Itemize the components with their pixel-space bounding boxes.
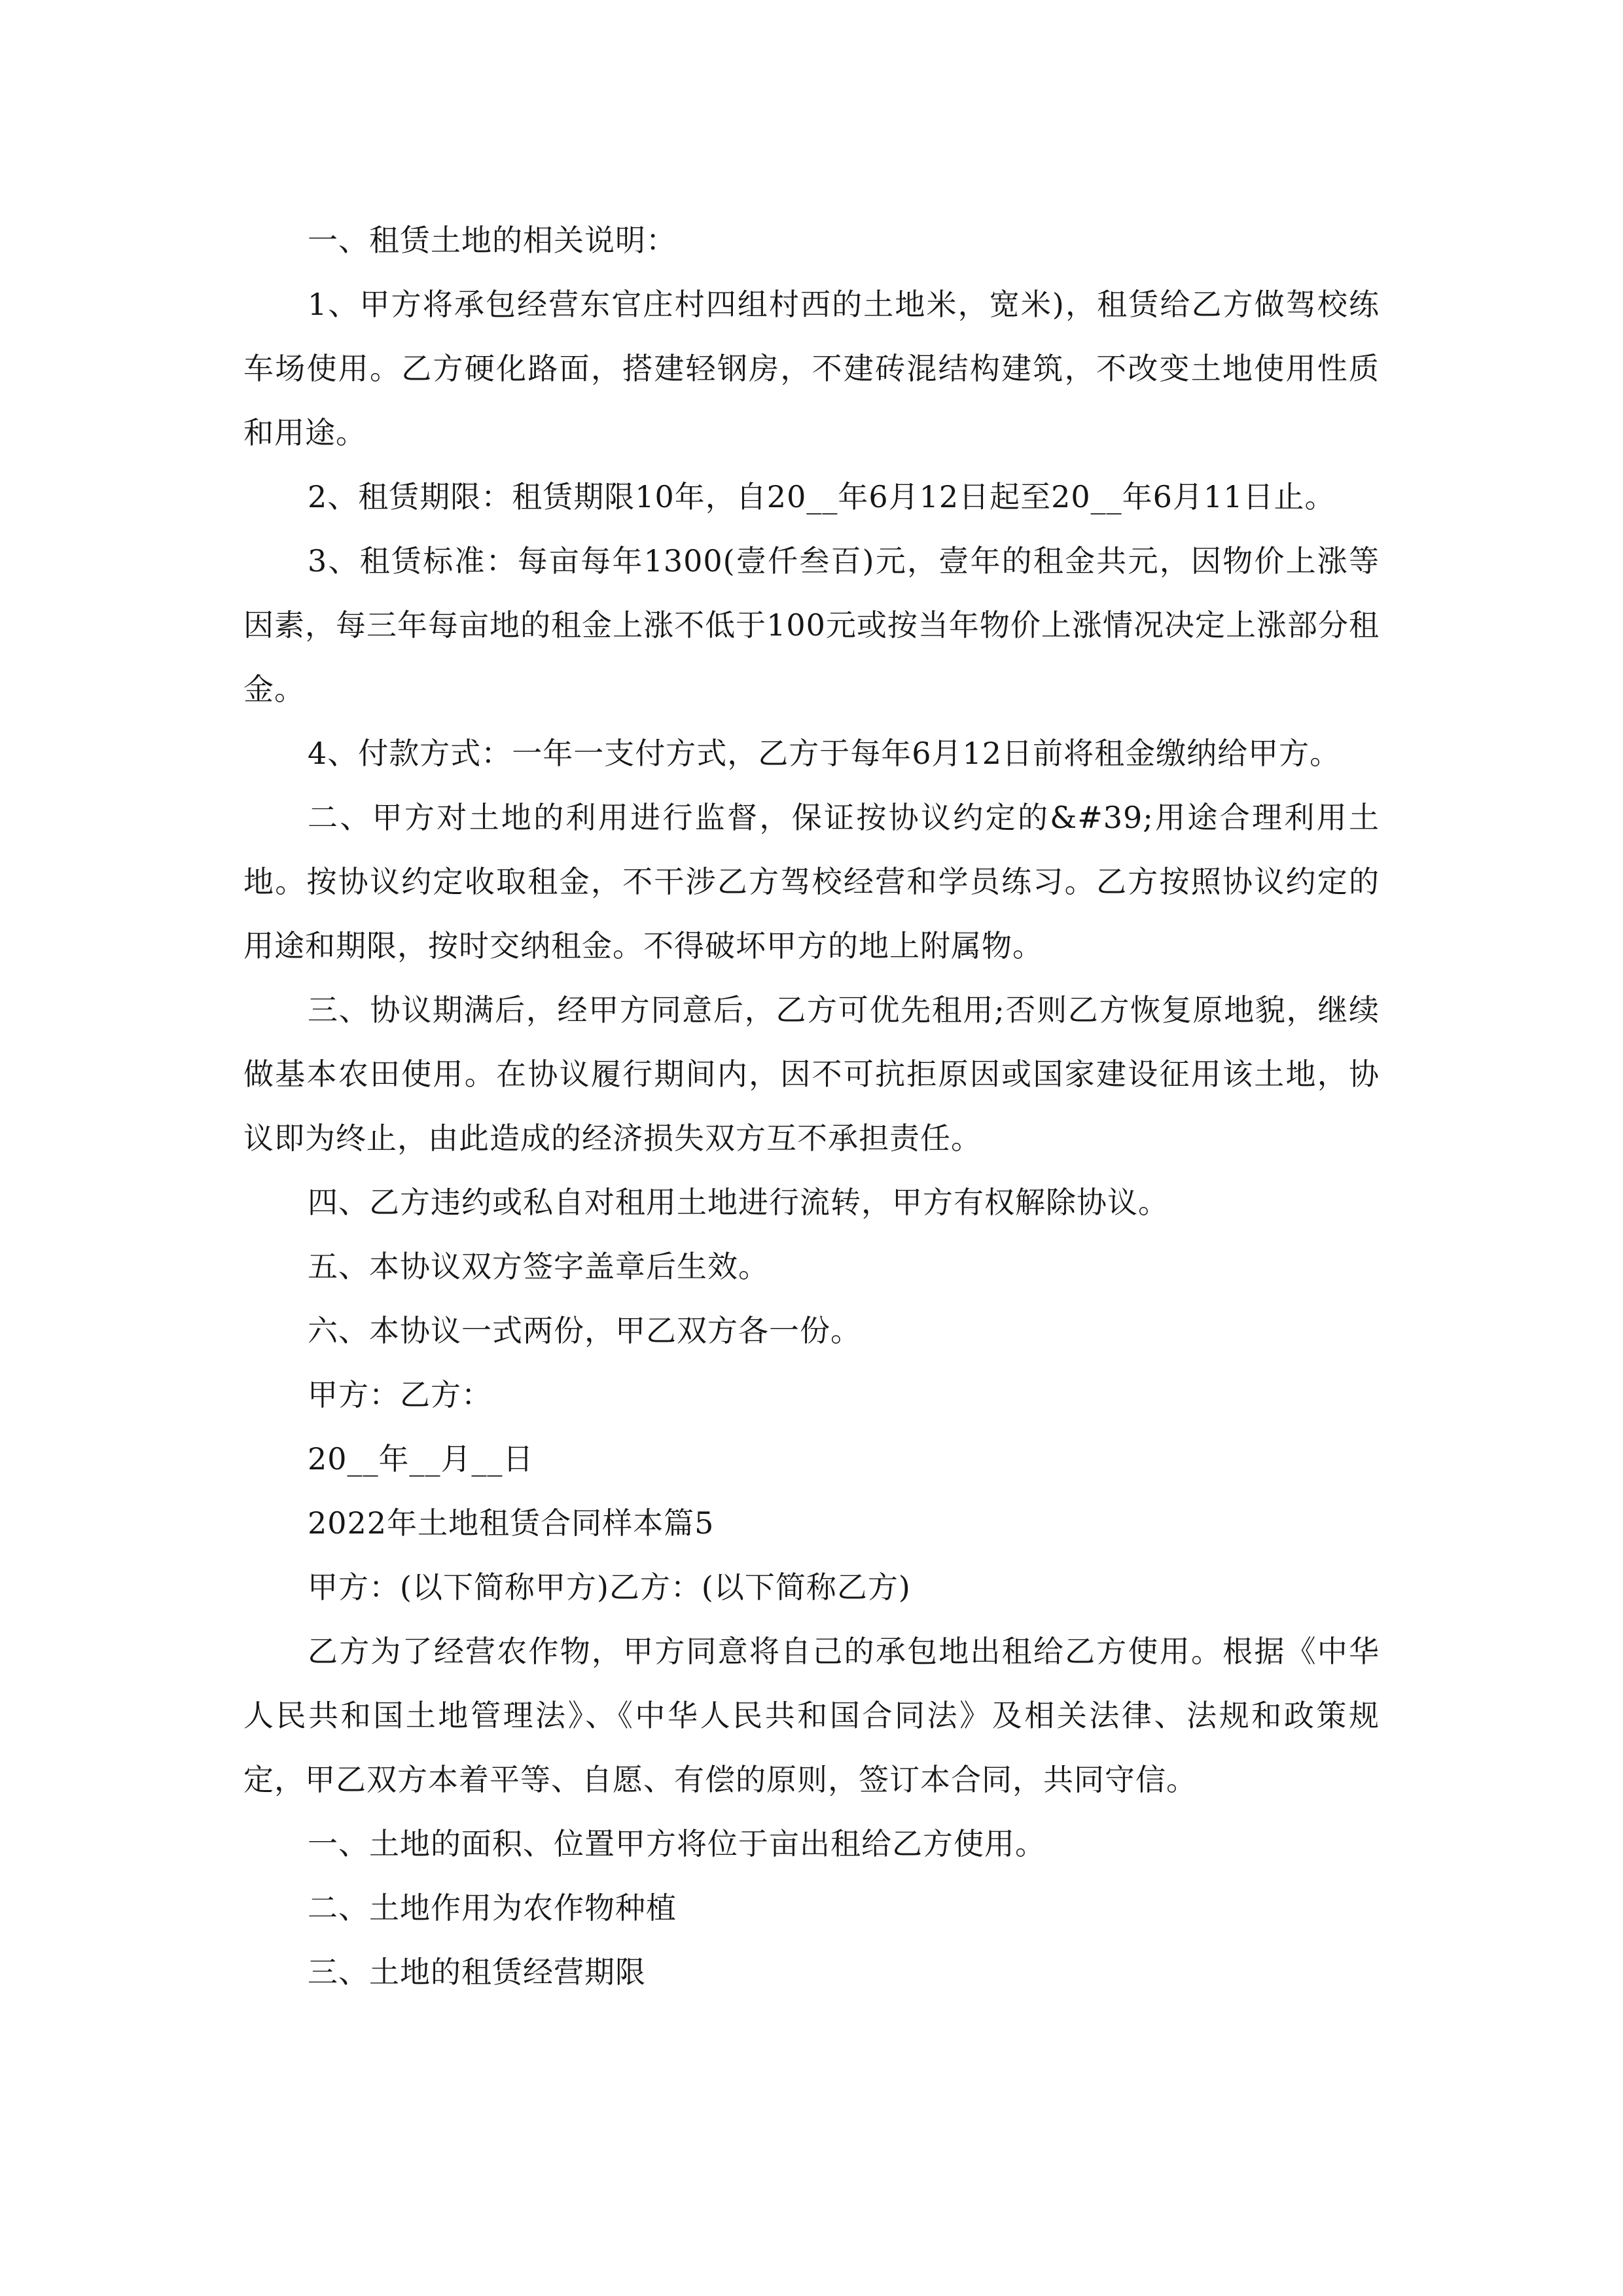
paragraph: 二、土地作用为农作物种植 bbox=[308, 1890, 677, 1926]
signature-line: 甲方：乙方： bbox=[308, 1377, 492, 1412]
paragraph: 2、租赁期限：租赁期限10年，自20__年6月12日起至20__年6月11日止。 bbox=[308, 479, 1336, 514]
paragraph: 4、付款方式：一年一支付方式，乙方于每年6月12日前将租金缴纳给甲方。 bbox=[308, 736, 1341, 771]
paragraph: 乙方为了经营农作物，甲方同意将自己的承包地出租给乙方使用。根据《中华人民共和国土地管理法》、《中华人民共和国合同法》及相关法律、法规和政策规定，甲乙双方本着平等、自愿、有偿的原则，签订本合同，共同守信。 bbox=[243, 1634, 1380, 1797]
paragraph: 3、租赁标准：每亩每年1300(壹仟叁百)元，壹年的租金共元，因物价上涨等因素，每三年每亩地的租金上涨不低于100元或按当年物价上涨情况决定上涨部分租金。 bbox=[243, 543, 1380, 707]
paragraph: 二、甲方对土地的利用进行监督，保证按协议约定的&#39;用途合理利用土地。按协议约定收取租金，不干涉乙方驾校经营和学员练习。乙方按照协议约定的用途和期限，按时交纳租金。不得破坏甲方的地上附属物。 bbox=[243, 800, 1380, 963]
section-title: 2022年土地租赁合同样本篇5 bbox=[308, 1505, 715, 1541]
paragraph: 三、协议期满后，经甲方同意后，乙方可优先租用;否则乙方恢复原地貌，继续做基本农田使用。在协议履行期间内，因不可抗拒原因或国家建设征用该土地，协议即为终止，由此造成的经济损失双方互不承担责任。 bbox=[243, 992, 1380, 1156]
paragraph: 三、土地的租赁经营期限 bbox=[308, 1954, 646, 1990]
paragraph: 一、租赁土地的相关说明： bbox=[308, 223, 677, 258]
paragraph: 五、本协议双方签字盖章后生效。 bbox=[308, 1249, 769, 1284]
document-body bbox=[243, 208, 1380, 2004]
parties-line: 甲方：(以下简称甲方)乙方：(以下简称乙方) bbox=[308, 1570, 911, 1605]
date-line: 20__年__月__日 bbox=[308, 1441, 534, 1477]
paragraph: 六、本协议一式两份，甲乙双方各一份。 bbox=[308, 1313, 861, 1348]
paragraph: 1、甲方将承包经营东官庄村四组村西的土地米，宽米)，租赁给乙方做驾校练车场使用。乙方硬化路面，搭建轻钢房，不建砖混结构建筑，不改变土地使用性质和用途。 bbox=[243, 287, 1380, 450]
paragraph: 一、土地的面积、位置甲方将位于亩出租给乙方使用。 bbox=[308, 1826, 1046, 1861]
paragraph: 四、乙方违约或私自对租用土地进行流转，甲方有权解除协议。 bbox=[308, 1185, 1169, 1220]
